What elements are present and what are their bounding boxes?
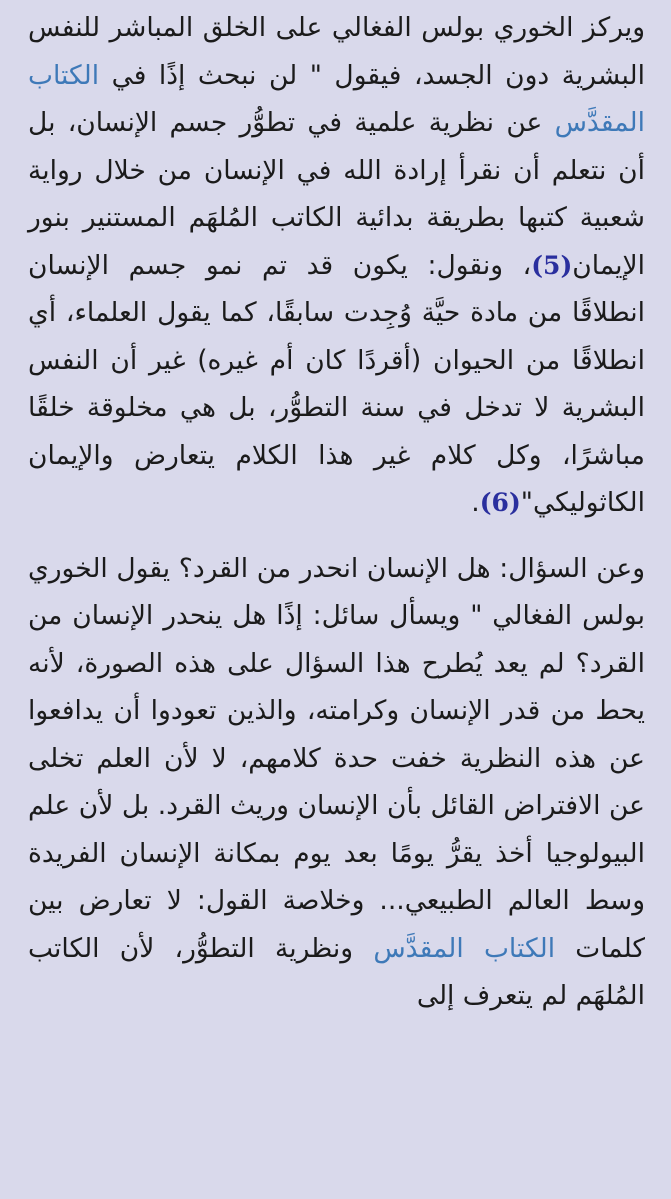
footnote-ref-6[interactable]: (6) (479, 488, 521, 517)
text-segment: ويركز الخوري بولس الفغالي على الخلق المباشر للنفس البشرية دون الجسد، فيقول " لن نبحث إذًا في (28, 12, 645, 91)
text-segment: عن نظرية علمية في تطوُّر جسم الإنسان، بل أن نتعلم أن نقرأ إرادة الله في الإنسان من خلال رواية شعبية كتبها بطريقة بدائية الكاتب المُلهَم المستنير بنور الإيمان (28, 107, 645, 281)
paragraph-creation-of-soul (28, 4, 645, 527)
bible-link[interactable]: الكتاب المقدَّس (28, 59, 645, 138)
text-segment: وعن السؤال: هل الإنسان انحدر من القرد؟ يقول الخوري بولس الفغالي " ويسأل سائل: إذًا هل ينحدر الإنسان من القرد؟ لم يعد يُطرح هذا السؤال على هذه الصورة، لأنه يحط من قدر الإنسان وكرامته، والذين تعودوا أن يدافعوا عن هذه النظرية خفت حدة كلامهم، لا لأن العلم تخلى عن الافتراض القائل بأن الإنسان وريث القرد. بل لأن علم البيولوجيا أخذ يقرُّ يومًا بعد يوم بمكانة الإنسان الفريدة وسط العالم الطبيعي... وخلاصة القول: لا تعارض بين كلمات (28, 552, 646, 964)
text-segment: . (471, 487, 480, 518)
paragraph-ape-question (28, 545, 645, 1020)
footnote-ref-5[interactable]: (5) (531, 250, 573, 280)
text-segment: ونظرية التطوُّر، لأن الكاتب المُلهَم لم يتعرف إلى (28, 932, 645, 1011)
text-segment: ، ونقول: يكون قد تم نمو جسم الإنسان انطلاقًا من مادة حيَّة وُجِدت سابقًا، كما يقول العلماء، أي انطلاقًا من الحيوان (أقردًا كان أم غيره) غير أن النفس البشرية لا تدخل في سنة التطوُّر، بل هي مخلوقة خلقًا مباشرًا، وكل كلام غير هذا الكلام يتعارض والإيمان الكاثوليكي" (28, 249, 645, 518)
bible-link[interactable]: الكتاب المقدَّس (373, 932, 556, 964)
